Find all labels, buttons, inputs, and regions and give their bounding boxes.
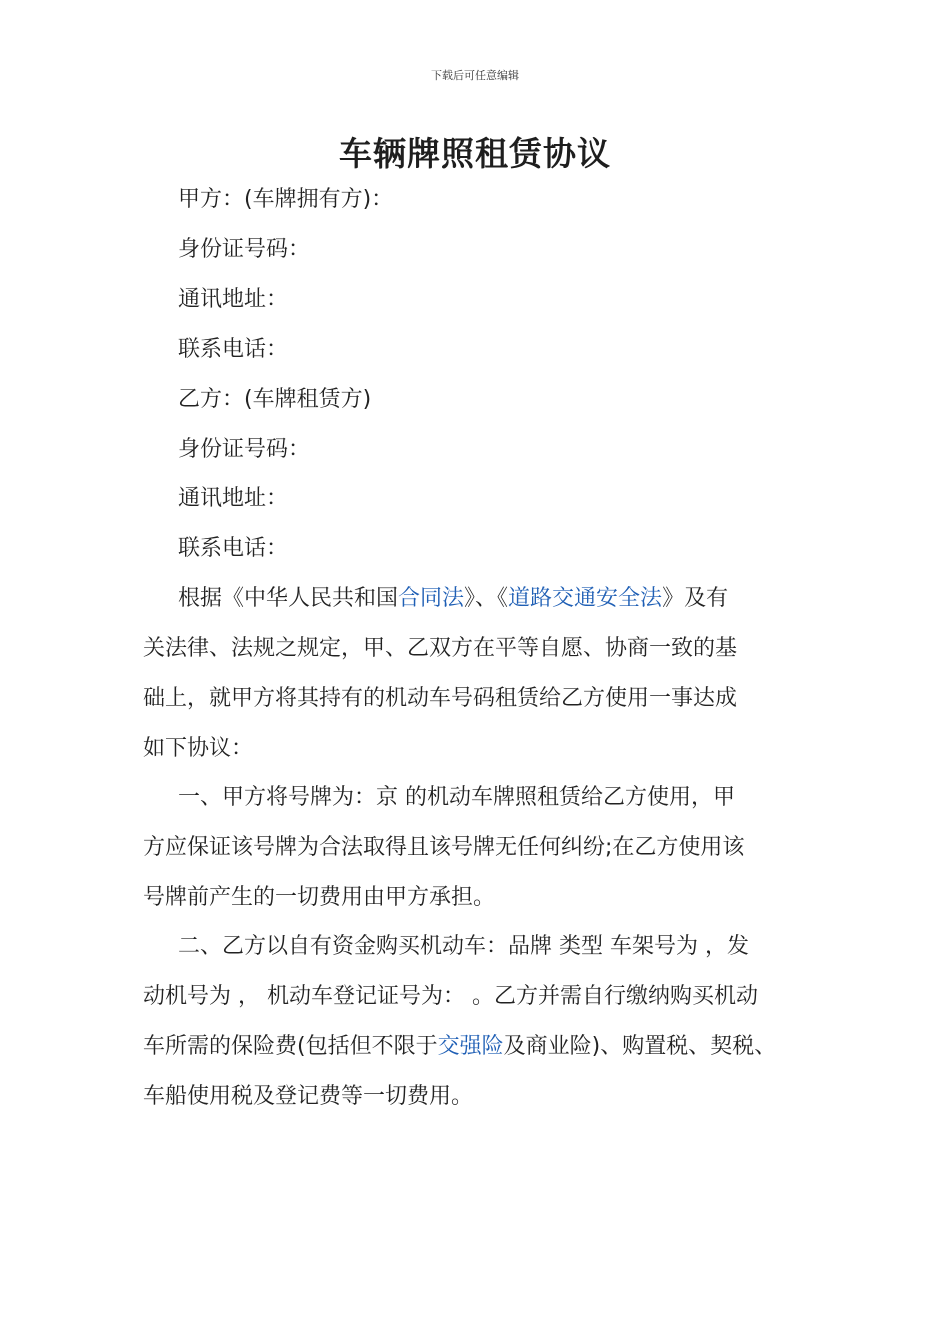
clause-1-line-2: 方应保证该号牌为合法取得且该号牌无任何纠纷;在乙方使用该 [143, 835, 745, 860]
intro-text: 》、《 [464, 586, 509, 611]
clause-2-text: 及商业险)、购置税、契税、 [503, 1034, 777, 1059]
clause-1-line-1: 一、甲方将号牌为：京 的机动车牌照租赁给乙方使用，甲 [178, 785, 735, 810]
clause-2 [143, 922, 833, 1122]
party-b-address-label: 通讯地址： [178, 486, 289, 511]
clause-1-line-3: 号牌前产生的一切费用由甲方承担。 [143, 885, 496, 910]
intro-paragraph [143, 574, 833, 774]
party-b-label: 乙方：(车牌租赁方) [178, 387, 372, 412]
party-b-phone-label: 联系电话： [178, 536, 289, 561]
intro-line-2: 关法律、法规之规定，甲、乙双方在平等自愿、协商一致的基 [143, 636, 738, 661]
party-a-phone-label: 联系电话： [178, 337, 289, 362]
clause-2-line-2: 动机号为 ， 机动车登记证号为： 。乙方并需自行缴纳购买机动 [143, 984, 758, 1009]
intro-line-1 [143, 574, 833, 624]
clause-2-text: 车所需的保险费(包括但不限于 [143, 1034, 438, 1059]
clause-2-line-3 [143, 1022, 833, 1072]
clause-1 [143, 773, 833, 923]
compulsory-insurance-link[interactable]: 交强险 [437, 1034, 504, 1059]
intro-text: 根据《中华人民共和国 [178, 586, 399, 611]
clause-2-line-1: 二、乙方以自有资金购买机动车：品牌 类型 车架号为 ，发 [178, 934, 749, 959]
page-header-note: 下载后可任意编辑 [431, 69, 519, 82]
intro-line-4: 如下协议： [143, 736, 254, 761]
intro-text: 》及有 [662, 586, 729, 611]
party-b-id-label: 身份证号码： [178, 437, 311, 462]
party-a-address-label: 通讯地址： [178, 287, 289, 312]
party-a-id-label: 身份证号码： [178, 237, 311, 262]
traffic-safety-law-link[interactable]: 道路交通安全法 [508, 586, 663, 611]
document-title: 车辆牌照租赁协议 [339, 134, 611, 173]
party-a-label: 甲方：(车牌拥有方)： [178, 187, 394, 212]
clause-2-line-4: 车船使用税及登记费等一切费用。 [143, 1084, 474, 1109]
contract-law-link[interactable]: 合同法 [398, 586, 465, 611]
intro-line-3: 础上，就甲方将其持有的机动车号码租赁给乙方使用一事达成 [143, 686, 738, 711]
